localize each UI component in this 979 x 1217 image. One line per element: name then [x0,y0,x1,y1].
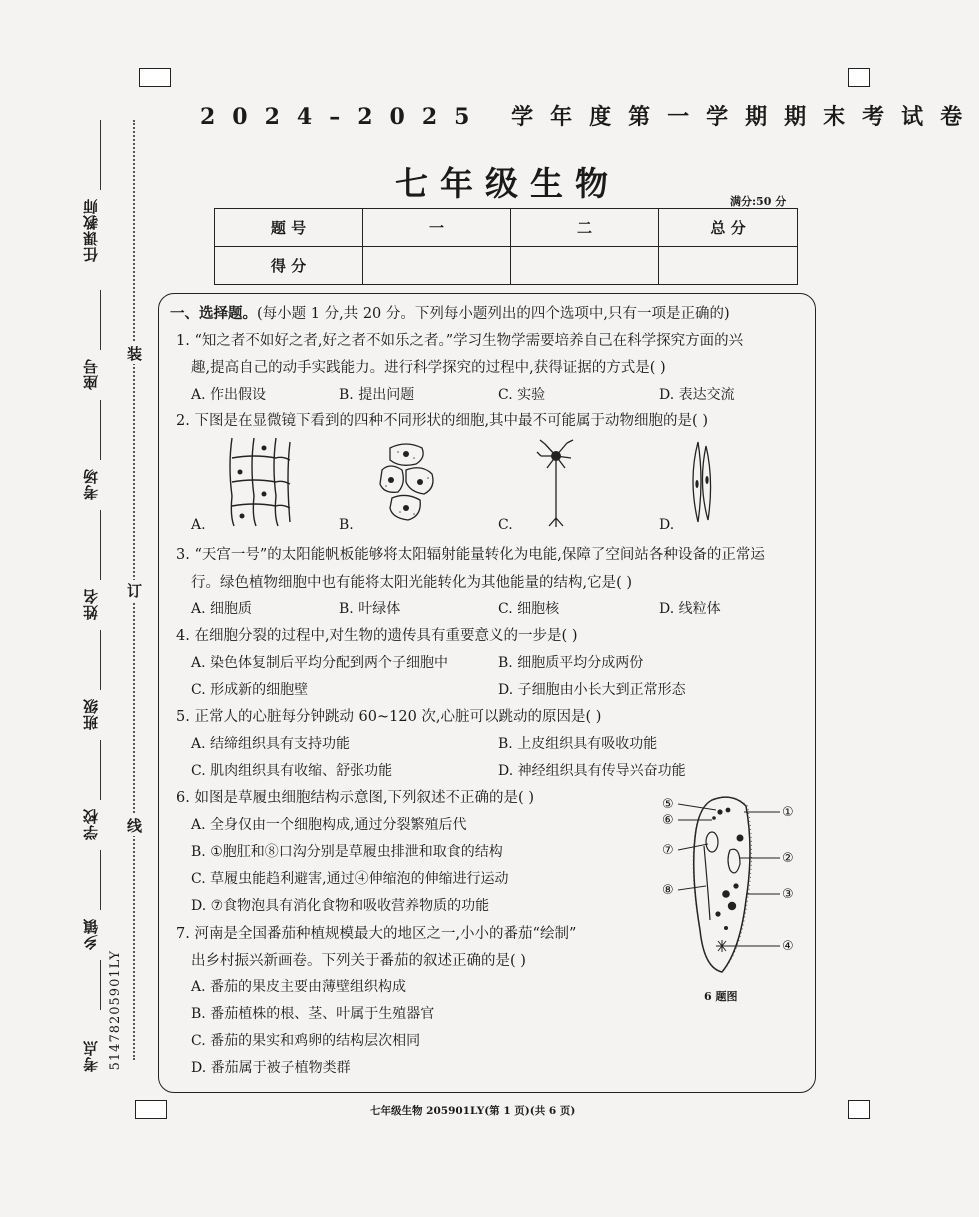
sidebar-line [100,290,101,350]
sidebar-line [100,510,101,580]
q2-label-a[interactable]: A. [191,517,206,533]
sidebar-line [100,850,101,910]
sidebar-line [100,960,101,1010]
binding-mark-zhuang: 装 [127,345,143,363]
exam-title: 2024–2025 学年度第一学期期末考试卷 [200,104,979,130]
q1-stem: 1. “知之者不如好之者,好之者不如乐之者。”学习生物学需要培养自己在科学探究方面的兴 [176,333,744,349]
sidebar-label-seat: 座号 [82,358,100,390]
q6-option-c[interactable]: C. 草履虫能趋利避害,通过④伸缩泡的伸缩进行运动 [191,871,509,887]
q3-option-a[interactable]: A. 细胞质 [191,601,253,617]
q6-stem: 6. 如图是草履虫细胞结构示意图,下列叙述不正确的是( ) [176,790,534,806]
marker-4: ④ [782,939,794,954]
score-table-header-row [215,209,798,247]
q5-stem: 5. 正常人的心脏每分钟跳动 60~120 次,心脏可以跳动的原因是( ) [176,709,602,725]
q5-option-b[interactable]: B. 上皮组织具有吸收功能 [498,736,658,752]
q2-label-d[interactable]: D. [659,517,675,533]
section-one-heading [170,302,730,323]
sidebar-line [100,120,101,190]
q6-option-a[interactable]: A. 全身仅由一个细胞构成,通过分裂繁殖后代 [191,817,467,833]
corner-mark-bottom-right [848,1100,870,1119]
q2-label-b[interactable]: B. [339,517,354,533]
score-table-cell: 题 号 [215,209,363,247]
q7-option-d[interactable]: D. 番茄属于被子植物类群 [191,1060,351,1076]
marker-2: ② [782,851,794,866]
q3-option-c[interactable]: C. 细胞核 [498,601,560,617]
corner-mark-bottom-left [135,1100,167,1119]
q5-option-a[interactable]: A. 结缔组织具有支持功能 [191,736,351,752]
section-one-title: 一、选择题。 [170,305,257,322]
figure-caption: 6 题图 [704,990,738,1003]
sidebar-label-school: 学校 [82,808,100,840]
sidebar-line [100,400,101,460]
page-footer: 七年级生物 205901LY(第 1 页)(共 6 页) [370,1105,576,1117]
q5-option-d[interactable]: D. 神经组织具有传导兴奋功能 [498,763,686,779]
q5-option-c[interactable]: C. 肌肉组织具有收缩、舒张功能 [191,763,393,779]
paramecium-figure [660,790,800,980]
plant-cell-figure [224,436,294,528]
q3-stem: 行。绿色植物细胞中也有能将太阳光能转化为其他能量的结构,它是( ) [191,575,633,591]
sidebar-label-class: 班级 [82,698,100,730]
marker-5: ⑤ [662,797,674,812]
section-one-note: (每小题 1 分,共 20 分。下列每小题列出的四个选项中,只有一项是正确的) [257,306,730,322]
q1-stem: 趣,提高自己的动手实践能力。进行科学探究的过程中,获得证据的方式是( ) [191,360,666,376]
full-score: 满分:50 分 [730,195,787,208]
marker-1: ① [782,805,794,820]
score-table-cell: 总 分 [659,209,798,247]
sidebar-code: 51478205901LY [108,950,123,1071]
binding-mark-ding: 订 [127,582,143,600]
sidebar-line [100,630,101,690]
neuron-figure [535,438,577,528]
marker-3: ③ [782,887,794,902]
score-table [214,208,798,285]
q3-option-b[interactable]: B. 叶绿体 [339,601,401,617]
q7-stem: 7. 河南是全国番茄种植规模最大的地区之一,小小的番茄“绘制” [176,926,577,942]
q7-stem: 出乡村振兴新画卷。下列关于番茄的叙述正确的是( ) [191,953,526,969]
q4-stem: 4. 在细胞分裂的过程中,对生物的遗传具有重要意义的一步是( ) [176,628,578,644]
q3-stem: 3. “天宫一号”的太阳能帆板能够将太阳辐射能量转化为电能,保障了空间站各种设备的正常运 [176,547,765,563]
subject-title: 七年级生物 [395,164,620,203]
q3-option-d[interactable]: D. 线粒体 [659,601,721,617]
animal-cells-figure [376,440,440,522]
sidebar-label-name: 姓名 [82,588,100,620]
sidebar-label-town: 乡镇 [82,918,100,950]
q4-option-d[interactable]: D. 子细胞由小长大到正常形态 [498,682,686,698]
q1-option-b[interactable]: B. 提出问题 [339,387,415,403]
score-table-cell: 一 [363,209,511,247]
muscle-cells-figure [686,440,716,524]
q2-stem: 2. 下图是在显微镜下看到的四种不同形状的细胞,其中最不可能属于动物细胞的是( ) [176,413,708,429]
binding-mark-xian: 线 [127,817,143,835]
sidebar-line [100,740,101,800]
marker-6: ⑥ [662,813,674,828]
sidebar-label-teacher: 任课教师 [82,198,100,262]
score-input-cell[interactable] [659,247,798,285]
score-table-cell: 二 [511,209,659,247]
score-table-cell: 得 分 [215,247,363,285]
score-table-score-row [215,247,798,285]
q2-label-c[interactable]: C. [498,517,513,533]
score-input-cell[interactable] [363,247,511,285]
sidebar-label-exam-site: 考点 [82,1040,100,1072]
q4-option-b[interactable]: B. 细胞质平均分成两份 [498,655,644,671]
corner-mark-top-left [139,68,171,87]
q4-option-c[interactable]: C. 形成新的细胞壁 [191,682,309,698]
q4-option-a[interactable]: A. 染色体复制后平均分配到两个子细胞中 [191,655,449,671]
q6-option-d[interactable]: D. ⑦食物泡具有消化食物和吸收营养物质的功能 [191,898,490,914]
q1-option-a[interactable]: A. 作出假设 [191,387,267,403]
q7-option-a[interactable]: A. 番茄的果皮主要由薄壁组织构成 [191,979,407,995]
q1-option-d[interactable]: D. 表达交流 [659,387,735,403]
q1-option-c[interactable]: C. 实验 [498,387,546,403]
score-input-cell[interactable] [511,247,659,285]
marker-8: ⑧ [662,883,674,898]
sidebar-label-room: 考场 [82,468,100,500]
corner-mark-top-right [848,68,870,87]
q7-option-b[interactable]: B. 番茄植株的根、茎、叶属于生殖器官 [191,1006,435,1022]
marker-7: ⑦ [662,843,674,858]
q6-option-b[interactable]: B. ①胞肛和⑧口沟分别是草履虫排泄和取食的结构 [191,844,503,860]
q7-option-c[interactable]: C. 番茄的果实和鸡卵的结构层次相同 [191,1033,421,1049]
